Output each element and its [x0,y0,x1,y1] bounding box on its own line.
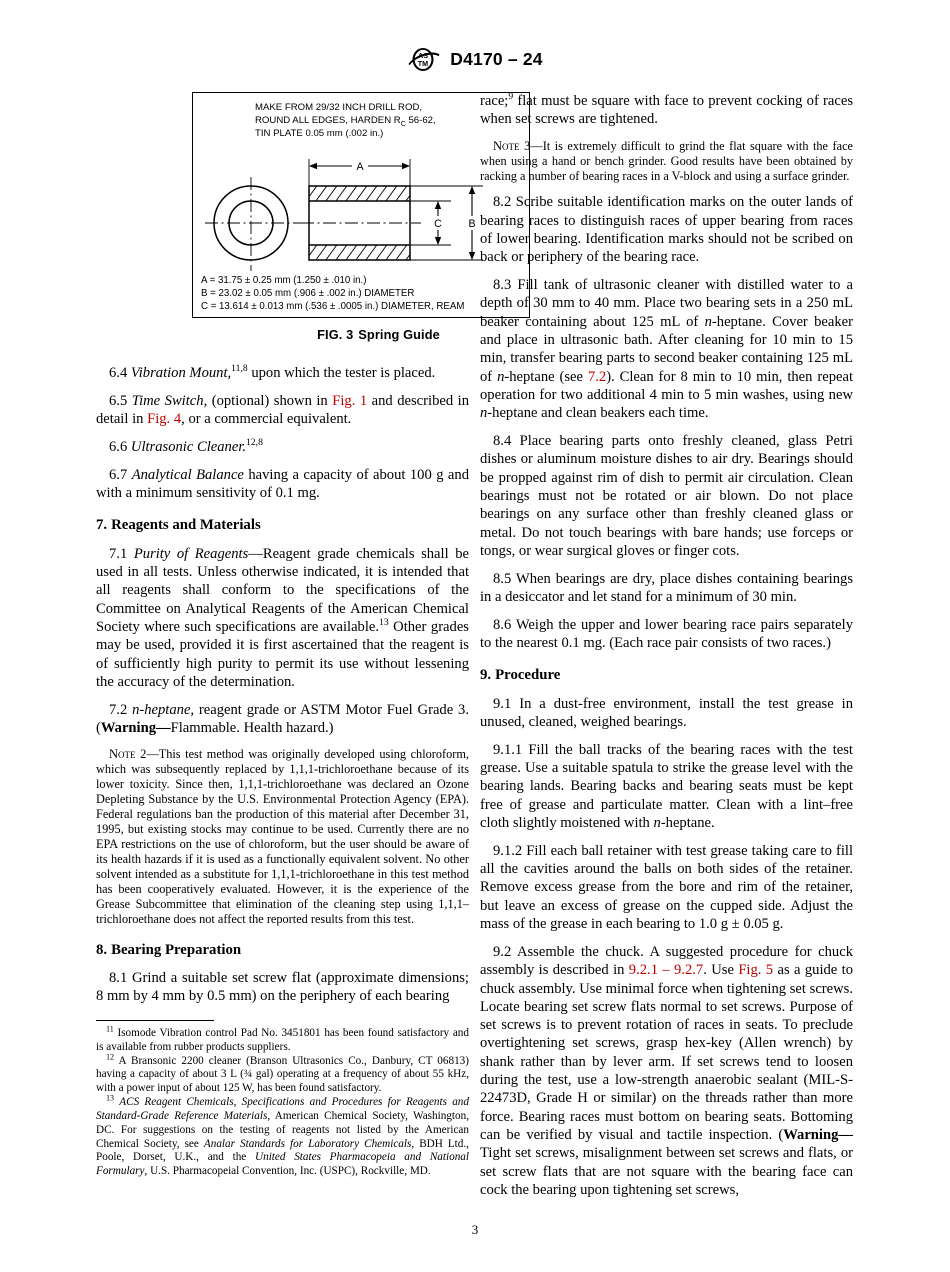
section-number: 7. [96,517,108,534]
paragraph-9-2 [480,943,853,1199]
section-number: 9. [480,667,492,684]
paragraph-8-1 [96,969,469,1006]
clause-text: -heptane and clean beakers each time. [487,405,709,422]
xref-fig-5[interactable]: Fig. 5 [738,962,774,979]
footnote-separator-rule [96,1020,214,1021]
clause-number: 8.6 [493,616,512,633]
footnote-citation-title: ACS Reagent Chemicals, Specifications and Procedures for Reagents and Standard-Grade Reference Materials [96,1096,469,1122]
paragraph-7-1 [96,545,469,692]
svg-text:TM: TM [418,59,429,68]
clause-text: Fill the ball tracks of the bearing races with the test grease. Use a suitable spatula to strike the grease level with the bearing lands. Bearing backs and bearing seats must be kept free of grease and particulate matter. Clean with a lint–free cloth slightly moistened with [480,741,853,832]
footnote-ref[interactable]: 11,8 [231,363,248,375]
svg-text:AS: AS [418,51,429,60]
clause-text: Other grades may be used, provided it is first ascertained that the reagent is of sufficiently high purity to permit its use without lessening the accuracy of the determination. [96,618,469,690]
paragraph-8-6 [480,616,853,653]
figure-dimension-a: A = 31.75 ± 0.25 mm (1.250 ± .010 in.) [201,275,367,286]
footnote-ref[interactable]: 12,8 [246,437,263,449]
clause-number: 8.1 [109,970,128,987]
footnote-citation-title: United States Pharmacopeia and National Formulary [96,1151,469,1178]
clause-number: 9.1.2 [493,842,523,859]
xref-fig-1[interactable]: Fig. 1 [332,392,368,409]
term-analytical-balance: Analytical Balance [131,466,244,483]
paragraph-9-1-2 [480,842,853,934]
section-number: 8. [96,941,108,958]
clause-text: Place bearing parts onto freshly cleaned, glass Petri dishes or aluminum moisture dishes to air dry. Bearings should be propped against rim of dish to permit air circulation. Clean bearings must not be rotated or air blown. Do not place bearings on any surface other than freshly cleaned glass or metal. Do not touch bearings with bare hands; use forceps or tongs, or wear surgical gloves or finger cots. [480,432,853,559]
clause-number: 9.1 [493,695,512,712]
clause-text: Fill each ball retainer with test grease taking care to fill all the cavities around the balls on both sides of the retainer. Remove excess grease from the bore and rim of the retainer, but leave an excess of grease on the cupped side. Adjust the mass of the grease in each bearing to 1.0 g ± 0.05 g. [480,842,854,933]
paragraph-6-5 [96,392,469,429]
clause-text: , or a commercial equivalent. [181,411,352,428]
footnote-text: , U.S. Pharmacopeial Convention, Inc. (USPC), Rockville, MD. [144,1165,431,1178]
heading-section-9 [480,667,853,685]
note-text: —It is extremely difficult to grind the flat square with the face when using a hand or bench grinder. Good results have been obtained by racking a number of bearing races in a V-block and using a surface grinder. [480,138,853,183]
left-column [96,92,476,1006]
page-number: 3 [471,1222,479,1237]
clause-number: 8.2 [493,194,512,211]
footnote-text: Isomode Vibration control Pad No. 3451801 has been found satisfactory and is available from rubber products suppliers. [96,1027,469,1053]
note-3 [480,139,853,184]
paragraph-6-6 [96,438,469,456]
paragraph-9-1-1 [480,741,853,833]
svg-text:MAKE FROM 29/32 INCH DRILL ROD: MAKE FROM 29/32 INCH DRILL ROD, [255,102,423,113]
footnote-marker: 12 [106,1051,115,1061]
figure-caption-title: Spring Guide [358,327,440,342]
note-2 [96,747,469,927]
footnote-ref[interactable]: 13 [379,617,389,629]
term-ultrasonic-cleaner: Ultrasonic Cleaner. [130,438,247,455]
footnote-marker: 13 [106,1093,115,1103]
clause-text: race; [480,93,509,109]
clause-number: 9.2 [493,943,512,960]
clause-text: -heptane. Cover beaker and place in ultrasonic bath. After cleaning for 10 min to 15 min, transfer bearing parts to second beaker containing 125 mL of [480,313,854,385]
clause-number: 8.3 [493,276,512,293]
warning-label: Warning— [783,1127,853,1144]
note-label: Note 2 [109,747,147,762]
clause-text: Grind a suitable set screw flat (approximate dimensions; 8 mm by 4 mm by 0.5 mm) on the periphery of each bearing [96,970,469,1005]
clause-text: When bearings are dry, place dishes containing bearings in a desiccator and let stand for a minimum of 30 min. [480,570,853,605]
clause-text: upon which the tester is placed. [247,365,436,381]
paragraph-continued [480,92,853,129]
footnote-text: A Bransonic 2200 cleaner (Branson Ultrasonics Co., Danbury, CT 06813) having a capacity of about 3 L ( [96,1054,469,1081]
clause-text: Flammable. Health hazard.) [170,719,334,736]
note-text: —This test method was originally developed using chloroform, which was subsequently replaced by 1,1,1-trichloroethane because of its lower toxicity. Since then, 1,1,1-trichloroethane was declared an Ozone Depleting Substance by the U.S. Environmental Protection Agency (EPA). Federal regulations ban the production of this material after December 31, 1995, but existing stocks may continue to be used. Currently there are no EPA restrictions on the use of chloroform, but the user should be aware of its health hazards if it is used as a functionally equivalent solvent. No other solvent intended as a substitute for 1,1,1-trichloroethane in this test method has been cooperatively evaluated. However, it is the experience of the Grease Subcommittee that elimination of the cleaning step using 1,1,1–trichloroethane does not affect the reported results from this test. [96,747,469,926]
xref-fig-4[interactable]: Fig. 4 [147,411,182,428]
page-header [0,46,950,73]
clause-number: 9.1.1 [493,741,523,758]
term-time-switch: Time Switch, [131,392,208,409]
footnote-13 [96,1093,470,1179]
warning-label: Warning— [100,719,171,736]
figure-dimension-c: C = 13.614 ± 0.013 mm (.536 ± .0005 in.) DIAMETER, REAM [201,301,465,312]
clause-number: 6.5 [109,392,128,409]
clause-text: Weigh the upper and lower bearing race pairs separately to the nearest 0.1 mg. (Each race pair consists of two races.) [480,616,853,652]
clause-text: ). Clean for 8 min to 10 min, then repeat operation for two additional 4 min to 5 min washes, using new [480,368,854,403]
paragraph-6-7 [96,466,469,503]
italic-n: n [480,405,488,422]
footnote-citation-title: Analar Standards for Laboratory Chemicals [203,1137,412,1150]
section-title: Reagents and Materials [111,517,261,534]
clause-number: 8.5 [493,570,512,587]
clause-number: 6.4 [109,365,128,381]
figure-caption-number: FIG. 3 [317,327,354,342]
svg-text:TIN PLATE 0.05 mm (.002 in.): TIN PLATE 0.05 mm (.002 in.) [255,128,384,139]
clause-text: -heptane (see [504,368,588,385]
clause-text: Scribe suitable identification marks on the outer lands of bearing races to distinguish races of upper bearing from races of lower bearing. Identification marks should not be scribed on back or periphery of the bearing race. [480,194,853,266]
clause-text: -heptane. [660,815,715,832]
footnote-ref[interactable]: 9 [508,91,514,103]
italic-n: n [653,815,661,832]
footnote-12 [96,1051,470,1096]
svg-text:ROUND ALL EDGES, HARDEN RC 56-: ROUND ALL EDGES, HARDEN $R_C$ 56-62, [255,115,436,128]
clause-text: —Reagent grade chemicals shall be used in all tests. Unless otherwise indicated, it is intended that all reagents shall conform to the specifications of the Committee on Analytical Reagents of the American Chemical Society where such specifications are available. [96,545,469,635]
clause-text: . Use [703,962,739,979]
term-vibration-mount: Vibration Mount, [130,365,232,381]
clause-text: reagent grade or ASTM Motor Fuel Grade 3. ( [96,701,469,736]
paragraph-8-4 [480,432,853,560]
paragraph-8-3 [480,276,853,423]
right-column [480,92,853,1199]
section-title: Bearing Preparation [111,941,242,958]
footnote-block [96,1020,469,1179]
dimension-label-c: C [434,218,442,230]
footnote-11 [96,1024,469,1055]
footnote-marker: 11 [106,1024,114,1034]
astm-logo-icon [407,46,441,73]
figure-dimension-b: B = 23.02 ± 0.05 mm (.906 ± .002 in.) DIAMETER [201,288,415,299]
clause-text: and described in detail in [96,392,470,428]
footnote-text: gal) operating at a frequency of about 55 kHz, with a power input of about 125 W, has been found satisfactory. [96,1068,470,1095]
term-n-heptane: n-heptane, [132,701,195,718]
paragraph-8-5 [480,570,853,607]
clause-text: Fill tank of ultrasonic cleaner with distilled water to a depth of 30 mm to 40 mm. Place two bearing sets in a 250 mL beaker containing about 125 mL of [480,276,853,330]
term-purity-of-reagents: Purity of Reagents [133,545,249,562]
clause-text: (optional) shown in [207,392,333,409]
paragraph-9-1 [480,695,853,732]
dimension-label-b: B [468,218,476,230]
section-title: Procedure [495,667,561,684]
heading-section-8 [96,942,469,960]
clause-number: 7.1 [109,545,128,562]
xref-7-2[interactable]: 7.2 [587,368,607,385]
clause-number: 6.6 [109,438,128,455]
note-label: Note 3 [493,138,531,153]
paragraph-8-2 [480,193,853,266]
clause-number: 7.2 [109,701,128,718]
clause-number: 8.4 [493,432,512,449]
clause-number: 6.7 [109,466,128,483]
xref-9-2-1-9-2-7[interactable]: 9.2.1 – 9.2.7 [628,962,704,979]
heading-section-7 [96,517,469,535]
paragraph-7-2 [96,701,469,738]
clause-text: flat must be square with face to prevent cocking of races when set screws are tightened. [480,93,853,128]
paragraph-6-4 [96,364,469,382]
clause-text: Tight set screws, misalignment between set screws and flats, or set screw flats that are not square with the bearing face can cock the bearing upon tightening set screws, [480,1145,853,1198]
fraction-three-quarters: ¾ [243,1068,253,1081]
footnote-text: , BDH Ltd., Poole, Dorset, U.K., and the [96,1137,469,1164]
standard-designation: D4170 – 24 [450,49,543,69]
clause-text: In a dust-free environment, install the test grease in unused, cleaned, weighed bearings. [480,695,854,730]
italic-n: n [704,313,712,330]
clause-text: as a guide to chuck assembly. Use minimal force when tightening set screws. Locate bearing set screw flats normal to set screws. Purpose of set screws is to prevent rotation of races in seats. To preclude overtightening set screws, grasp hex-key (Allen wrench) by shank rather than by lever arm. If set screws tend to loosen during the test, use a low-strength anaerobic sealant (MIL-S-22473D, Grade H or similar) on the threads rather than more force. Bearing races must bottom on bearing seats. Bottoming can be verified by visual and tactile inspection. ( [480,962,853,1144]
dimension-label-a: A [356,161,364,173]
clause-text: Assemble the chuck. A suggested procedure for chuck assembly is described in [480,943,854,979]
clause-text: having a capacity of about 100 g and with a minimum sensitivity of 0.1 mg. [96,466,469,502]
spring-guide-drawing [193,93,529,317]
footnote-text: , American Chemical Society, Washington, DC. For suggestions on the testing of reagents not listed by the American Chemical Society, see [96,1109,470,1150]
italic-n: n [497,368,505,385]
